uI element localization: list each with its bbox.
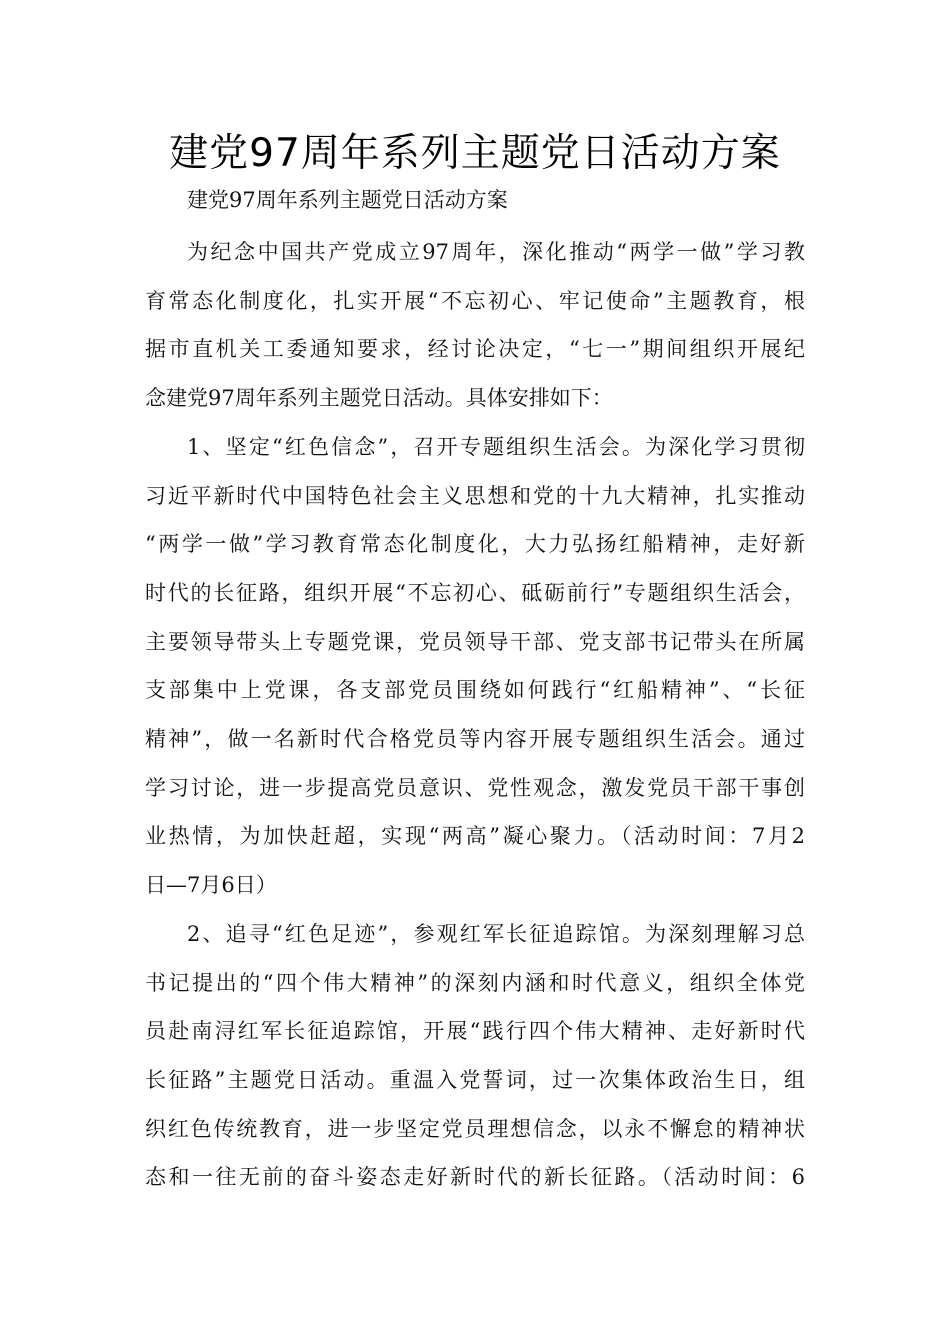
text-line: 2、追寻“红色足迹”，参观红军长征追踪馆。为深刻理解习总 [187,921,805,946]
text-line: 念建党97周年系列主题党日活动。具体安排如下： [145,386,613,411]
text-line: 态和一往无前的奋斗姿态走好新时代的新长征路。（活动时间：6 [145,1165,805,1190]
text-line: “两学一做”学习教育常态化制度化，大力弘扬红船精神，走好新 [145,532,805,557]
document-subtitle: 建党97周年系列主题党日活动方案 [187,188,508,212]
text-line: 书记提出的“四个伟大精神”的深刻内涵和时代意义，组织全体党 [145,970,805,995]
paragraph-item-1 [145,423,805,910]
text-line: 1、坚定“红色信念”，召开专题组织生活会。为深化学习贯彻 [187,434,805,459]
text-line: 时代的长征路，组织开展“不忘初心、砥砺前行”专题组织生活会， [145,580,805,605]
text-line: 育常态化制度化，扎实开展“不忘初心、牢记使命”主题教育，根 [145,288,805,313]
text-line: 织红色传统教育，进一步坚定党员理想信念，以永不懈怠的精神状 [145,1116,805,1141]
text-line: 学习讨论，进一步提高党员意识、党性观念，激发党员干部干事创 [145,775,805,800]
text-line: 支部集中上党课，各支部党员围绕如何践行“红船精神”、“长征 [145,678,805,703]
paragraph-item-2 [145,910,805,1202]
document-body [145,228,805,1202]
text-line: 业热情，为加快赶超，实现“两高”凝心聚力。（活动时间：7月2 [145,824,805,849]
text-line: 习近平新时代中国特色社会主义思想和党的十九大精神，扎实推动 [145,483,805,508]
text-line: 为纪念中国共产党成立97周年，深化推动“两学一做”学习教 [187,240,805,264]
document-title: 建党97周年系列主题党日活动方案 [169,131,781,176]
text-line: 精神”，做一名新时代合格党员等内容开展专题组织生活会。通过 [145,727,805,752]
text-line: 日—7月6日） [145,873,277,898]
text-line: 据市直机关工委通知要求，经讨论决定，“七一”期间组织开展纪 [145,337,805,362]
text-line: 长征路”主题党日活动。重温入党誓词，过一次集体政治生日，组 [145,1067,805,1092]
text-line: 主要领导带头上专题党课，党员领导干部、党支部书记带头在所属 [145,629,805,654]
text-line: 员赴南浔红军长征追踪馆，开展“践行四个伟大精神、走好新时代 [145,1019,805,1044]
paragraph-intro [145,228,805,423]
